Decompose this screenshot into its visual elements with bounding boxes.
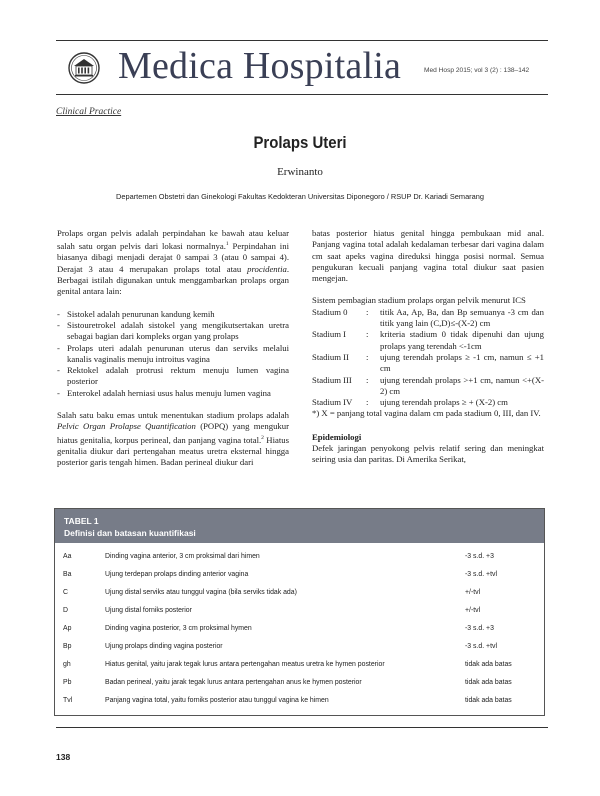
table-row: Aa Dinding vagina anterior, 3 cm proksimal dari himen -3 s.d. +3 <box>63 553 494 560</box>
list-item: - Prolaps uteri adalah penurunan uterus dan serviks melalui kanalis vaginalis menuju introitus vagina <box>57 343 289 366</box>
epidemiology-heading: Epidemiologi <box>312 431 362 442</box>
intro-paragraph: Prolaps organ pelvis adalah perpindahan ke bawah atau keluar salah satu organ pelvis dari lokasi normalnya.$^1$ Perpindahan ini biasanya dibagi menjadi derajat 0 sampai 3 (atau 0 sampai 4). Derajat 3 atau 4 merupakan prolaps total atau procidentia. Berbagai istilah digunakan untuk menggambarkan prolaps organ genital antara lain: <box>57 228 289 297</box>
table-title: Definisi dan batasan kuantifikasi <box>64 528 196 538</box>
stage-row: Stadium I : kriteria stadium 0 tidak dipenuhi dan ujung prolaps yang terendah <-1cm <box>312 329 544 351</box>
stage-row: Stadium 0 : titik Aa, Ap, Ba, dan Bp semuanya -3 cm dan titik yang lain (C,D)≤-(X-2) cm <box>312 306 544 329</box>
table-header <box>55 509 544 543</box>
section-label: Clinical Practice <box>56 107 122 117</box>
measure-paragraph: batas posterior hiatus genital hingga pembukaan mid anal. Panjang vagina total adalah kedalaman terbesar dari vagina dalam cm saat apeks vagina direduksi hingga posisi normal. Semua pengukuran kecuali panjang vagina total diukur saat pasien mengejan. <box>312 228 544 284</box>
table-label: TABEL 1 <box>64 516 99 526</box>
journal-title: Medica Hospitalia <box>118 45 402 87</box>
stage-row: Stadium II : ujung terendah prolaps ≥ -1 cm, namun ≤ +1 cm <box>312 351 544 374</box>
stage-row: Stadium III : ujung terendah prolaps >+1 cm, namun <+(X-2) cm <box>312 374 544 396</box>
table-row: Bp Ujung prolaps dinding vagina posterior -3 s.d. +tvl <box>63 643 497 650</box>
footer-rule <box>56 727 548 728</box>
right-column <box>312 228 544 477</box>
stage-row: Stadium IV : ujung terendah prolaps ≥ + (X-2) cm <box>312 397 508 408</box>
author-affiliation: Departemen Obstetri dan Ginekologi Fakultas Kedokteran Universitas Diponegoro / RSUP Dr. Kariadi Semarang <box>116 192 484 201</box>
table-row: C Ujung distal serviks atau tunggul vagina (bila serviks tidak ada) +/-tvl <box>63 589 481 596</box>
page-number: 138 <box>56 752 71 762</box>
terms-list <box>57 309 289 399</box>
table-row: Tvl Panjang vagina total, yaitu forniks posterior atau tunggul vagina ke himen tidak ada batas <box>63 697 512 704</box>
list-item: - Sistokel adalah penurunan kandung kemih <box>57 309 289 320</box>
stage-list <box>312 307 544 409</box>
list-item: - Rektokel adalah protrusi rektum menuju lumen vagina posterior <box>57 365 289 388</box>
definition-table <box>54 508 545 716</box>
list-item: - Sistouretrokel adalah sistokel yang mengikutsertakan uretra sebagai bagian dari kompleks organ yang prolaps <box>57 320 289 343</box>
left-column <box>57 228 289 479</box>
header-top-rule <box>56 40 548 41</box>
journal-citation: Med Hosp 2015; vol 3 (2) : 138–142 <box>424 67 530 74</box>
table-row: Pb Badan perineal, yaitu jarak tegak lurus antara pertengahan anus ke hymen posterior tidak ada batas <box>63 679 512 686</box>
list-item: - Enterokel adalah herniasi usus halus menuju lumen vagina <box>57 388 289 399</box>
ics-intro: Sistem pembagian stadium prolaps organ pelvik menurut ICS <box>312 295 526 306</box>
popq-paragraph: Salah satu baku emas untuk menentukan stadium prolaps adalah Pelvic Organ Prolapse Quantification (POPQ) yang mengukur hiatus genitalia, korpus perineal, dan panjang vagina total.$^2$ Hiatus genitalia diukur dari pertengahan meatus uretra eksternal hingga posterior garis tengah himen. Badan perineal diukur dari <box>57 410 289 468</box>
table-row: Ba Ujung terdepan prolaps dinding anterior vagina -3 s.d. +tvl <box>63 571 497 578</box>
author-name: Erwinanto <box>277 166 323 178</box>
article-title: Prolaps Uteri <box>253 133 347 152</box>
epidemiology-paragraph: Defek jaringan penyokong pelvis relatif sering dan meningkat seiring usia dan paritas. Di Amerika Serikat, <box>312 443 544 465</box>
hospital-building-icon <box>68 52 100 84</box>
header-bottom-rule <box>56 94 548 95</box>
table-row: Ap Dinding vagina posterior, 3 cm proksimal hymen -3 s.d. +3 <box>63 625 494 632</box>
table-row: D Ujung distal forniks posterior +/-tvl <box>63 607 481 614</box>
table-row: gh Hiatus genital, yaitu jarak tegak lurus antara pertengahan meatus uretra ke hymen posterior tidak ada batas <box>63 661 512 668</box>
stage-note: *) X = panjang total vagina dalam cm pada stadium 0, III, dan IV. <box>312 408 541 419</box>
